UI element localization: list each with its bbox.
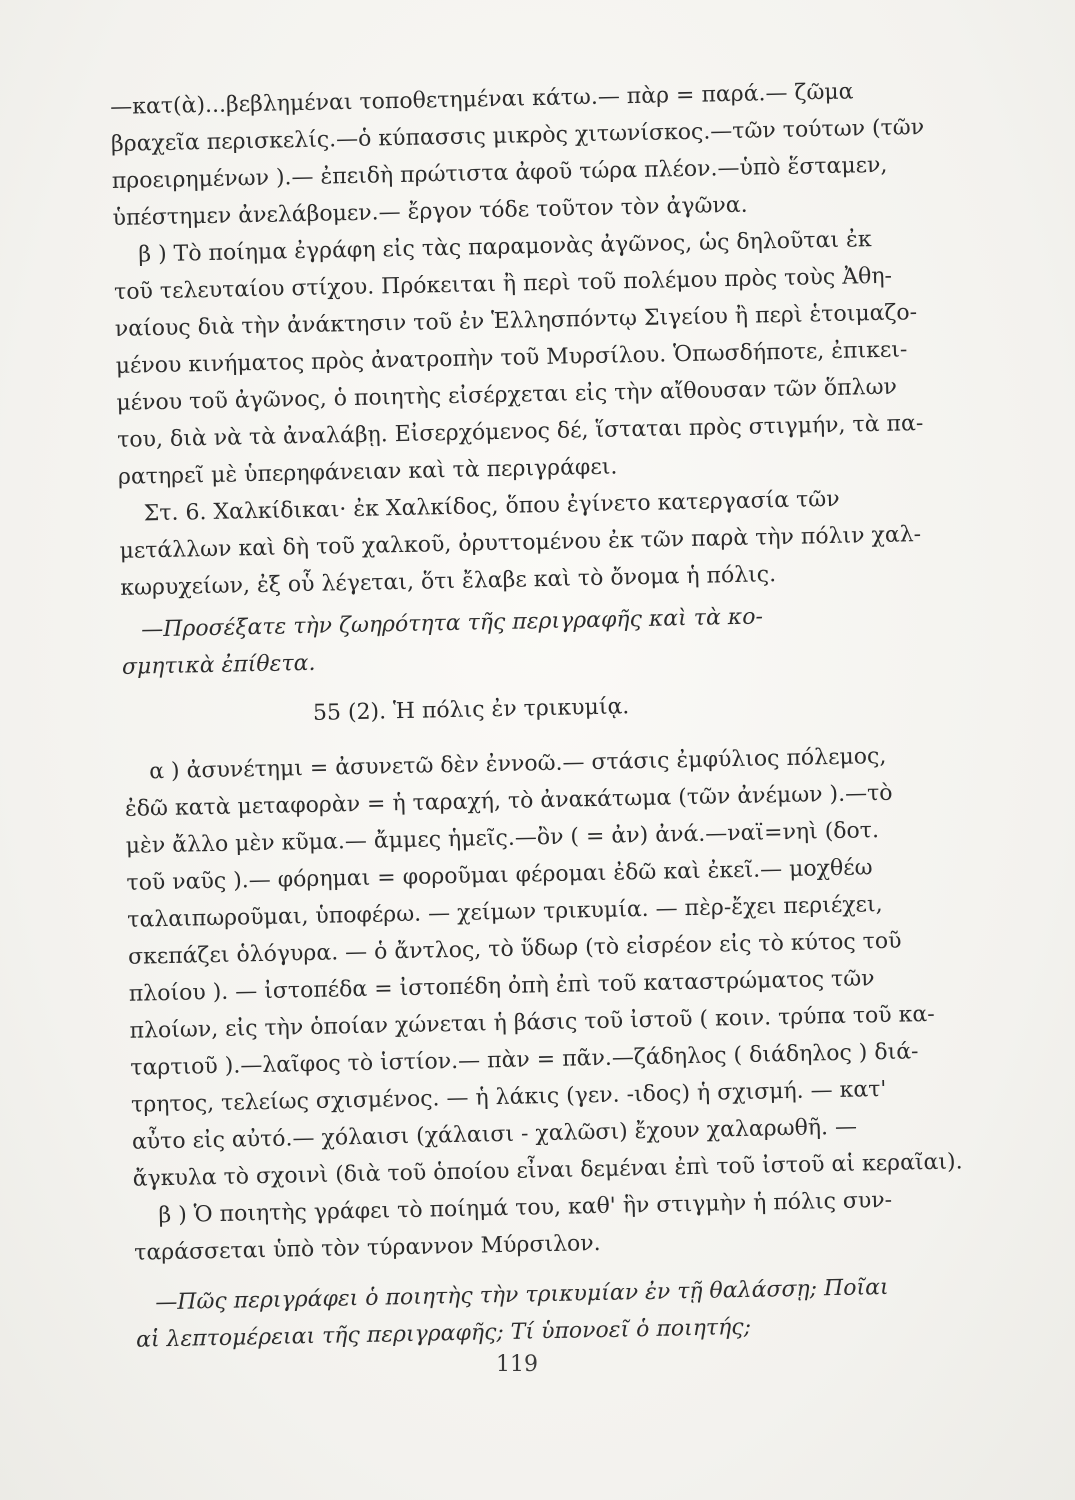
text-line: ναίους διὰ τὴν ἀνάκτησιν τοῦ ἐν Ἑλλησπόντῳ Σιγείου ἢ περὶ ἑτοιμαζο- xyxy=(114,300,918,342)
text-line: του, διὰ νὰ τὰ ἀναλάβῃ. Εἰσερχόμενος δέ, ἵσταται πρὸς στιγμήν, τὰ πα- xyxy=(116,411,924,453)
text-line: τοῦ ναῦς ).— φόρημαι = φοροῦμαι φέρομαι ἐδῶ καὶ ἐκεῖ.— μοχθέω xyxy=(126,855,873,896)
page-number: 119 xyxy=(496,1352,538,1377)
text-line: ταρτιοῦ ).—λαῖφος τὸ ἱστίον.— πὰν = πᾶν.—ζάδηλος ( διάδηλος ) διά- xyxy=(130,1039,919,1081)
text-line: πλοίου ). — ἰστοπέδα = ἰστοπέδη ὀπὴ ἐπὶ τοῦ καταστρώματος τῶν xyxy=(128,966,875,1007)
text-line: —Προσέξατε τὴν ζωηρότητα τῆς περιγραφῆς καὶ τὰ κο- xyxy=(140,604,764,643)
text-line: προειρημένων ).— ἐπειδὴ πρώτιστα ἀφοῦ τώρα πλέον.—ὑπὸ ἕσταμεν, xyxy=(111,152,888,194)
text-line: α ) ἀσυνέτημι = ἀσυνετῶ δὲν ἐννοῶ.— στάσις ἐμφύλιος πόλεμος, xyxy=(148,743,887,785)
text-line: βραχεῖα περισκελίς.—ὁ κύπασσις μικρὸς χιτωνίσκος.—τῶν τούτων (τῶν xyxy=(110,114,925,157)
text-line: ὑπέστημεν ἀνελάβομεν.— ἔργον τόδε τοῦτον τὸν ἀγῶνα. xyxy=(112,192,748,231)
text-line: β ) Ὁ ποιητὴς γράφει τὸ ποίημά του, καθ' ἣν στιγμὴν ἡ πόλις συν- xyxy=(158,1187,893,1229)
text-line: μετάλλων καὶ δὴ τοῦ χαλκοῦ, ὀρυττομένου ἐκ τῶν παρὰ τὴν πόλιν χαλ- xyxy=(119,522,922,564)
text-line: ταράσσεται ὑπὸ τὸν τύραννον Μύρσιλον. xyxy=(134,1230,601,1266)
text-line: σκεπάζει ὁλόγυρα. — ὁ ἄντλος, τὸ ὕδωρ (τὸ εἰσρέον εἰς τὸ κύτος τοῦ xyxy=(127,928,902,970)
text-line: Στ. 6. Χαλκίδικαι· ἐκ Χαλκίδος, ὅπου ἐγίνετο κατεργασία τῶν xyxy=(143,486,840,527)
section-heading: 55 (2). Ἡ πόλις ἐν τρικυμίᾳ. xyxy=(312,694,630,726)
text-line: β ) Τὸ ποίημα ἐγράφη εἰς τὰς παραμονὰς ἀγῶνος, ὡς δηλοῦται ἐκ xyxy=(138,227,872,268)
text-line: ἄγκυλα τὸ σχοινὶ (διὰ τοῦ ὁποίου εἶναι δεμέναι ἐπὶ τοῦ ἰστοῦ αἱ κεραῖαι). xyxy=(132,1149,963,1192)
text-line: —κατ(ὰ)...βεβλημέναι τοποθετημέναι κάτω.— πὰρ = παρά.— ζῶμα xyxy=(110,79,854,120)
page-text xyxy=(110,78,963,1353)
text-line: μένου τοῦ ἀγῶνος, ὁ ποιητὴς εἰσέρχεται εἰς τὴν αἴθουσαν τῶν ὅπλων xyxy=(116,374,898,416)
text-line: ρατηρεῖ μὲ ὑπερηφάνειαν καὶ τὰ περιγράφει. xyxy=(117,454,618,490)
text-line: ἐδῶ κατὰ μεταφορὰν = ἡ ταραχή, τὸ ἀνακάτωμα (τῶν ἀνέμων ).—τὸ xyxy=(124,780,893,822)
text-line: αὖτο εἰς αὐτό.— χόλαισι (χάλαισι - χαλῶσι) ἔχουν χαλαρωθῆ. — xyxy=(131,1114,858,1155)
text-line: τοῦ τελευταίου στίχου. Πρόκειται ἢ περὶ τοῦ πολέμου πρὸς τοὺς Ἀθη- xyxy=(113,263,893,305)
text-line: —Πῶς περιγράφει ὁ ποιητὴς τὴν τρικυμίαν ἐν τῇ θαλάσσῃ; Ποῖαι xyxy=(155,1274,889,1316)
text-line: κωρυχείων, ἐξ οὗ λέγεται, ὅτι ἔλαβε καὶ τὸ ὄνομα ἡ πόλις. xyxy=(120,562,777,601)
text-line: μένου κινήματος πρὸς ἀνατροπὴν τοῦ Μυρσίλου. Ὁπωσδήποτε, ἐπικει- xyxy=(115,337,908,379)
text-line: αἱ λεπτομέρειαι τῆς περιγραφῆς; Τί ὑπονοεῖ ὁ ποιητής; xyxy=(135,1314,752,1353)
text-line: τρητος, τελείως σχισμένος. — ἡ λάκις (γεν. -ιδος) ἡ σχισμή. — κατ' xyxy=(130,1076,887,1118)
text-line: πλοίων, εἰς τὴν ὁποίαν χώνεται ἡ βάσις τοῦ ἰστοῦ ( κοιν. τρύπα τοῦ κα- xyxy=(129,1001,935,1044)
text-line: ταλαιπωροῦμαι, ὑποφέρω. — χείμων τρικυμία. — πὲρ-ἔχει περιέχει, xyxy=(127,892,883,933)
text-line: σμητικὰ ἐπίθετα. xyxy=(121,650,316,680)
text-line: μὲν ἄλλο μὲν κῦμα.— ἄμμες ἡμεῖς.—ὂν ( = ἀν) ἀνά.—ναϊ=νηὶ (δοτ. xyxy=(125,818,880,859)
